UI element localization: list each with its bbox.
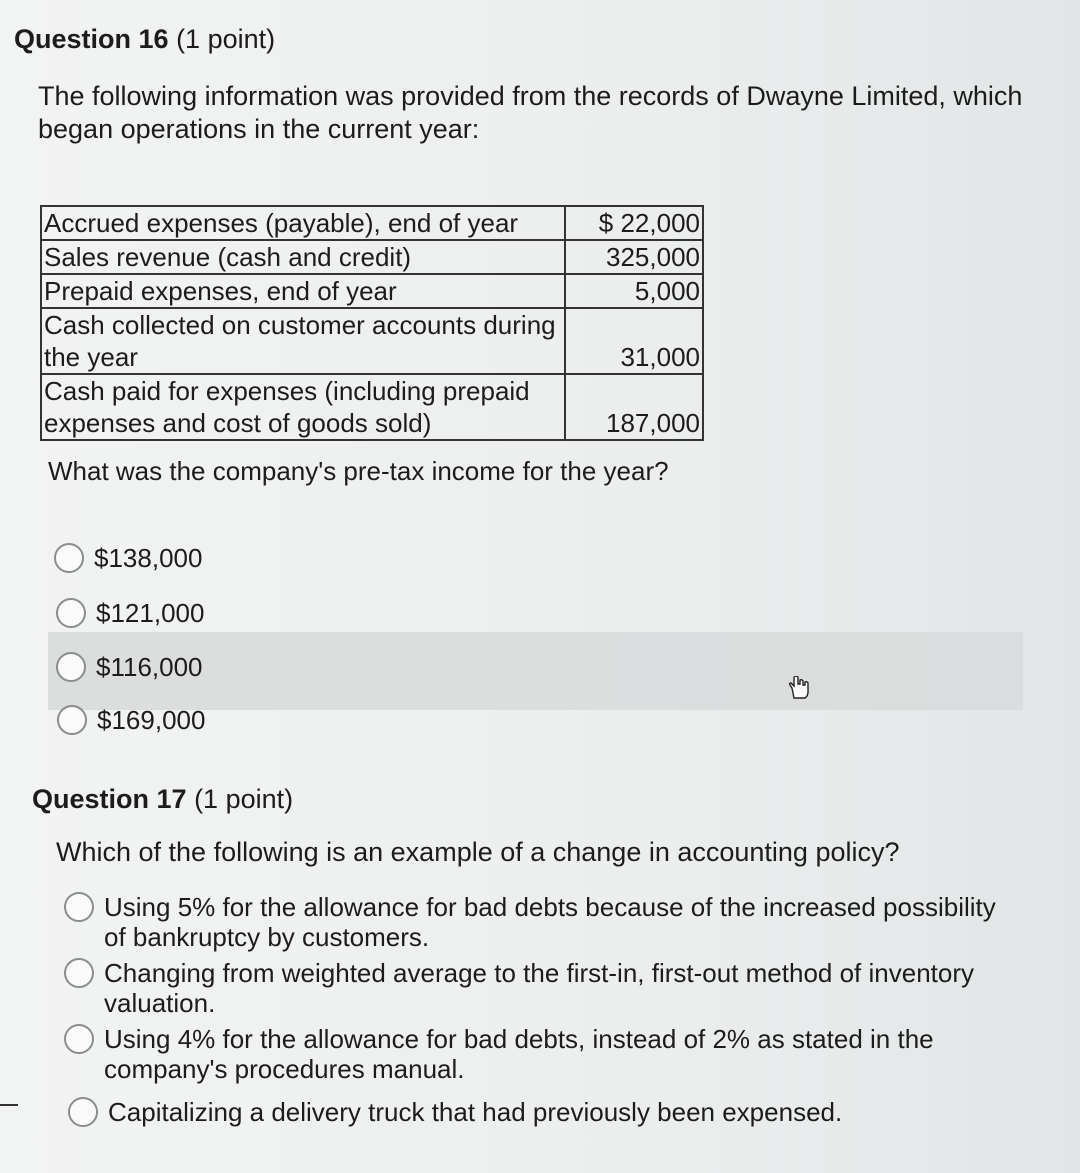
question-17-title: Question 17 xyxy=(32,784,187,814)
radio-button[interactable] xyxy=(64,892,94,922)
table-row-label: Prepaid expenses, end of year xyxy=(41,274,565,308)
records-table xyxy=(40,205,704,441)
table-row-label: Cash collected on customer accounts during the year xyxy=(41,308,565,374)
table-row-amount: 325,000 xyxy=(565,240,703,274)
q17-option-2[interactable] xyxy=(64,958,1004,1018)
question-17-points: (1 point) xyxy=(194,784,294,814)
q16-option-2[interactable] xyxy=(56,598,204,628)
table-row xyxy=(41,240,703,274)
radio-button[interactable] xyxy=(54,543,84,573)
question-17-prompt: Which of the following is an example of a change in accounting policy? xyxy=(56,837,900,867)
q17-option-3[interactable] xyxy=(64,1024,1004,1084)
radio-button[interactable] xyxy=(64,1024,94,1054)
radio-button[interactable] xyxy=(56,598,86,628)
option-label: $121,000 xyxy=(96,598,205,628)
table-row xyxy=(41,206,703,240)
radio-button[interactable] xyxy=(68,1097,98,1127)
option-label: $116,000 xyxy=(96,652,203,682)
table-row-amount: 5,000 xyxy=(565,274,703,308)
q17-option-4[interactable] xyxy=(68,1097,1008,1127)
radio-button[interactable] xyxy=(64,958,94,988)
radio-button[interactable] xyxy=(57,705,87,735)
question-16-header xyxy=(14,24,275,55)
pointer-hand-icon xyxy=(786,676,812,700)
question-16-question: What was the company's pre-tax income for the year? xyxy=(48,456,669,486)
q16-option-4[interactable] xyxy=(57,705,205,735)
radio-button[interactable] xyxy=(56,652,86,682)
option-label: Capitalizing a delivery truck that had previously been expensed. xyxy=(108,1097,843,1127)
divider xyxy=(0,1104,18,1106)
table-row-amount: $ 22,000 xyxy=(565,206,703,240)
question-16-title: Question 16 xyxy=(14,24,169,54)
table-row-label: Accrued expenses (payable), end of year xyxy=(41,206,565,240)
q17-option-1[interactable] xyxy=(64,892,1004,952)
table-row xyxy=(41,308,703,374)
table-row-amount: 31,000 xyxy=(565,308,703,374)
table-row xyxy=(41,274,703,308)
option-label: $169,000 xyxy=(97,705,206,735)
table-row-amount: 187,000 xyxy=(565,374,703,440)
table-row-label: Cash paid for expenses (including prepaid expenses and cost of goods sold) xyxy=(41,374,565,440)
q16-option-3[interactable] xyxy=(56,652,203,682)
option-label: Using 5% for the allowance for bad debts because of the increased possibility of bankruptcy by customers. xyxy=(104,892,996,952)
option-label: $138,000 xyxy=(94,543,203,573)
question-16-prompt: The following information was provided from the records of Dwayne Limited, which began operations in the current year: xyxy=(38,81,1023,144)
q16-option-1[interactable] xyxy=(54,543,202,573)
question-17-header xyxy=(32,784,293,815)
option-label: Changing from weighted average to the first-in, first-out method of inventory valuation. xyxy=(104,958,974,1018)
table-row-label: Sales revenue (cash and credit) xyxy=(41,240,565,274)
table-row xyxy=(41,374,703,440)
question-16-points: (1 point) xyxy=(176,24,276,54)
option-label: Using 4% for the allowance for bad debts, instead of 2% as stated in the company's procedures manual. xyxy=(104,1024,934,1084)
